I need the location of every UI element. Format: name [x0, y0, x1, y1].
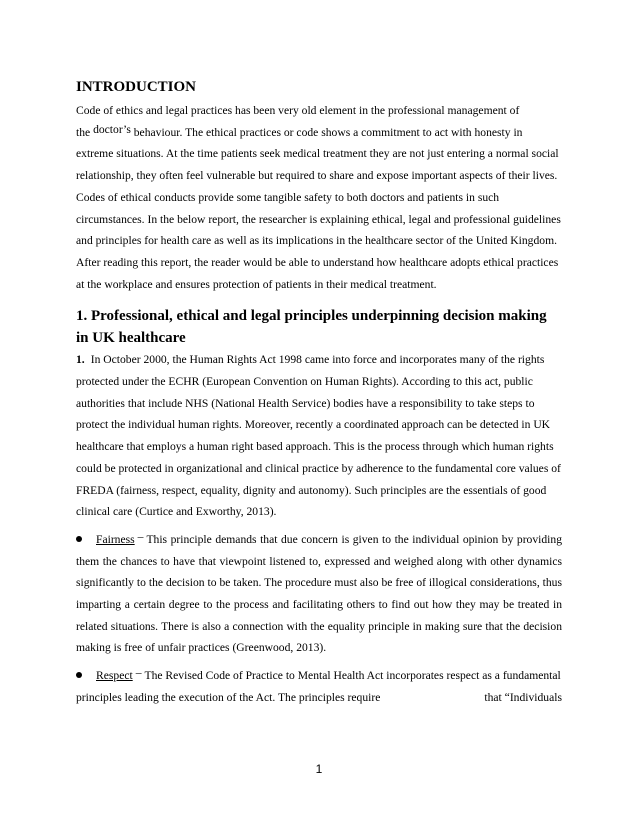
section-1-heading: 1. Professional, ethical and legal principles underpinning decision making in UK healthcare — [76, 308, 547, 347]
bullet-respect — [76, 665, 562, 708]
page-content — [76, 78, 562, 709]
bullet-icon — [76, 672, 82, 678]
intro-paragraph — [76, 100, 562, 295]
intro-paragraph-rest: extreme situations. At the time patients seek medical treatment they are not just entering a normal social relationship, they often feel vulnerable but required to share and expose important aspects of their lives. Codes of ethical conducts provide some tangible safety to both doctors and patients in such circumstances. In the below report, the researcher is explaining ethical, legal and professional guidelines and principles for health care as well as its implications in the healthcare sector of the United Kingdom. After reading this report, the reader would be able to understand how healthcare adopts ethical practices at the workplace and ensures protection of patients in their medical treatment. — [76, 147, 561, 291]
section-1-number: 1. — [76, 353, 85, 367]
bullet-term-respect: Respect — [96, 669, 133, 683]
bullet-text-respect-tail: that “Individuals — [484, 690, 562, 704]
bullet-text-respect: The Revised Code of Practice to Mental Health Act incorporates respect as a fundamental principles leading the execution of the Act. The principles require — [76, 669, 561, 704]
intro-line-2-end: behaviour. The ethical practices or code shows a commitment to act with honesty in — [130, 125, 523, 139]
intro-line-2-start: the — [76, 125, 94, 139]
intro-heading: INTRODUCTION — [76, 79, 197, 95]
intro-line-1: Code of ethics and legal practices has been very old element in the professional management of — [76, 104, 520, 117]
page-number: 1 — [315, 762, 323, 776]
section-1-text: In October 2000, the Human Rights Act 1998 came into force and incorporates many of the rights protected under the ECHR (European Convention on Human Rights). According to this act, public authorities that include NHS (National Health Service) bodies have a responsibility to take steps to protect the individual human rights. Moreover, recently a coordinated approach can be detected in UK healthcare that employs a human right based approach. This is the process through which human rights could be protected in organizational and clinical practice by adherence to the fundamental core values of FREDA (fairness, respect, equality, dignity and autonomy). Such principles are the essentials of good clinical care (Curtice and Exworthy, 2013). — [76, 353, 561, 519]
intro-raised-word: doctor’s — [93, 122, 131, 136]
bullet-fairness — [76, 529, 562, 659]
bullet-dash: – — [137, 529, 144, 543]
section-1-paragraph — [76, 349, 562, 523]
bullet-text-fairness: This principle demands that due concern is given to the individual opinion by providing them the chances to have that viewpoint listened to, expressed and weighed along with other dynamics significantly to the decision to be taken. The procedure must also be free of illogical considerations, thus imparting a certain degree to the process and facilitating others to find out how they may be treated in related situations. There is also a connection with the equality principle in making sure that the decision making is free of unfair practices (Greenwood, 2013). — [76, 532, 562, 655]
bullet-term-fairness: Fairness — [96, 532, 135, 546]
bullet-icon — [76, 536, 82, 542]
bullet-dash: – — [135, 666, 142, 680]
